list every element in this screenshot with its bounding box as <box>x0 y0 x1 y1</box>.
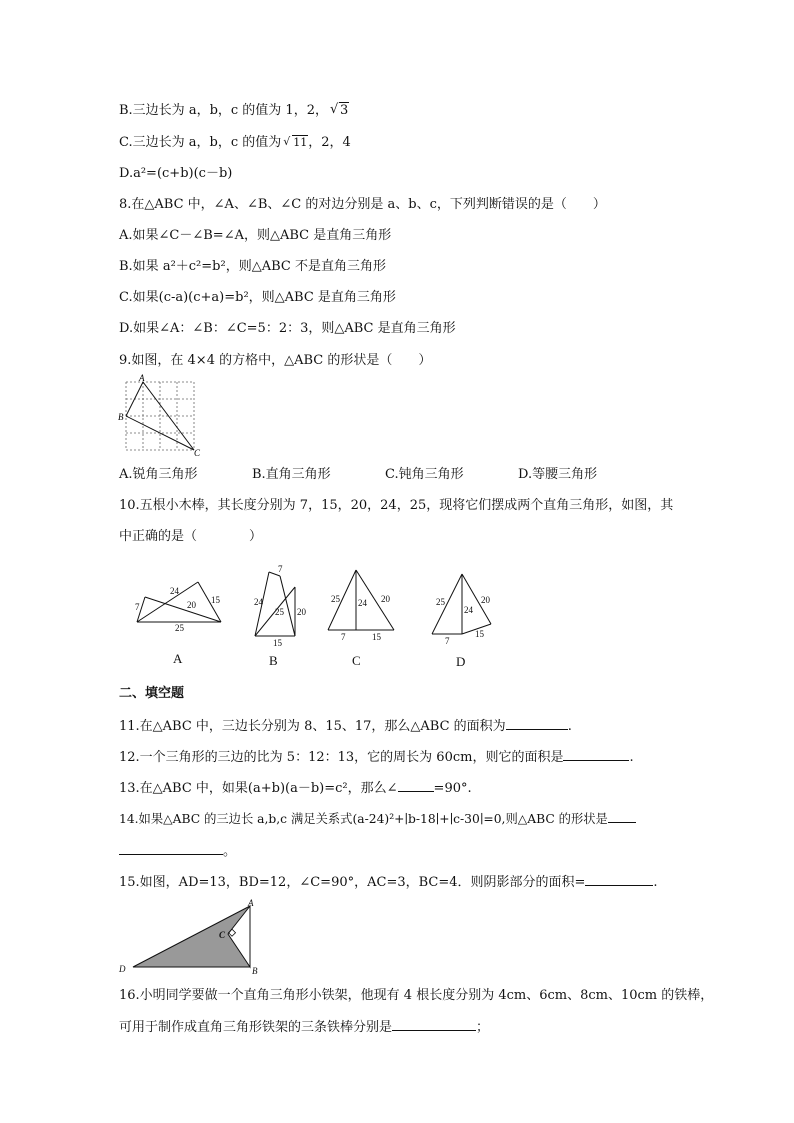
sqrt-symbol <box>330 103 349 119</box>
q9-label-a: A <box>139 374 145 383</box>
q10b-label-7: 7 <box>278 564 283 574</box>
sqrt-symbol <box>283 135 308 151</box>
q14-answer-blank-2[interactable] <box>119 842 223 855</box>
q10d-label-7: 7 <box>445 636 450 646</box>
q10b-label-25: 25 <box>275 607 284 617</box>
q14-answer-blank-1[interactable] <box>608 810 636 823</box>
q9-option-d: D.等腰三角形 <box>518 467 598 482</box>
q15-end: . <box>653 875 658 890</box>
q14 <box>119 810 636 827</box>
q15-label-c: C <box>219 930 226 940</box>
q8-option-d: D.如果∠A：∠B：∠C=5：2：3，则△ABC 是直角三角形 <box>119 321 456 336</box>
q13-answer-blank[interactable] <box>398 779 434 792</box>
q16-line1: 16.小明同学要做一个直角三角形小铁架，他现有 4 根长度分别为 4cm、6cm、8cm、10cm 的铁棒， <box>119 988 714 1003</box>
q13-text: 13.在△ABC 中，如果(a+b)(a－b)=c²，那么∠ <box>119 781 398 796</box>
q8-stem: 8.在△ABC 中，∠A、∠B、∠C 的对边分别是 a、b、c，下列判断错误的是（ ） <box>119 197 606 212</box>
q12 <box>119 748 634 766</box>
q9-option-c: C.钝角三角形 <box>385 467 464 482</box>
q10a-label-25: 25 <box>175 623 184 633</box>
q15-label-a: A <box>248 898 254 908</box>
q10d-label-24: 24 <box>464 605 473 615</box>
section-heading: 二、填空题 <box>119 686 185 701</box>
q16-text: 可用于制作成直角三角形铁架的三条铁棒分别是 <box>119 1020 393 1035</box>
q9-option-a: A.锐角三角形 <box>119 467 198 482</box>
q10-stem-line2: 中正确的是（ ） <box>119 529 263 544</box>
q10b-label-24: 24 <box>254 597 263 607</box>
q10-figures <box>125 560 505 672</box>
q10c-label-7: 7 <box>341 632 346 642</box>
q10d-label-15: 15 <box>475 629 484 639</box>
q10b-label-15: 15 <box>273 638 282 648</box>
q10c-label-15: 15 <box>372 632 381 642</box>
q10a-label-15: 15 <box>211 595 220 605</box>
q11-answer-blank[interactable] <box>506 717 568 730</box>
q11-text: 11.在△ABC 中，三边长分别为 8、15、17，那么△ABC 的面积为 <box>119 719 506 734</box>
q10a-label-24: 24 <box>170 586 179 596</box>
q16-line2 <box>119 1018 489 1036</box>
q7-option-b-radicand: 3 <box>339 103 349 118</box>
q9-grid-figure <box>116 374 208 456</box>
q11 <box>119 717 572 735</box>
q10-caption-a: A <box>173 651 183 666</box>
q10d-label-20: 20 <box>481 595 490 605</box>
q16-end: ； <box>476 1020 490 1035</box>
q10a-label-20: 20 <box>187 600 196 610</box>
q11-end: . <box>567 719 572 734</box>
q9-stem: 9.如图，在 4×4 的方格中，△ABC 的形状是（ ） <box>119 353 432 368</box>
q14-line2 <box>119 842 236 860</box>
q10b-label-20: 20 <box>297 607 306 617</box>
q10d-label-25: 25 <box>436 597 445 607</box>
q8-option-b: B.如果 a²＋c²=b²，则△ABC 不是直角三角形 <box>119 259 386 274</box>
q12-end: . <box>629 750 634 765</box>
q15-label-b: B <box>252 966 258 976</box>
triangle-side-ab <box>126 382 143 416</box>
q9-label-c: C <box>194 448 201 456</box>
q7-option-c <box>119 135 351 151</box>
q14-end: 。 <box>223 844 237 859</box>
q7-option-c-radicand: 11 <box>293 136 308 149</box>
q8-option-c: C.如果(c-a)(c+a)=b²，则△ABC 是直角三角形 <box>119 290 396 305</box>
q10-caption-b: B <box>269 653 278 668</box>
q7-option-c-text: C.三边长为 a，b，c 的值为 <box>119 135 282 150</box>
q9-label-b: B <box>118 412 124 422</box>
q12-answer-blank[interactable] <box>563 748 629 761</box>
q7-option-b-text: B.三边长为 a，b，c 的值为 1，2， <box>119 103 328 118</box>
q9-option-b: B.直角三角形 <box>252 467 331 482</box>
q13 <box>119 779 472 797</box>
q15 <box>119 873 658 891</box>
q7-option-d: D.a²=(c+b)(c－b) <box>119 166 233 181</box>
q15-figure <box>115 898 275 978</box>
q7-option-c-suffix: ，2，4 <box>308 135 351 150</box>
q10-stem-line1: 10.五根小木棒，其长度分别为 7，15，20，24，25，现将它们摆成两个直角三角形，如图，其 <box>119 498 674 513</box>
q16-answer-blank[interactable] <box>392 1018 476 1031</box>
q10-caption-d: D <box>456 654 466 669</box>
q12-text: 12.一个三角形的三边的比为 5：12：13，它的周长为 60cm，则它的面积是 <box>119 750 564 765</box>
q15-text: 15.如图，AD=13，BD=12，∠C=90°，AC=3，BC=4．则阴影部分的面积= <box>119 875 586 890</box>
q10-figure-a <box>137 582 221 622</box>
q10c-label-24: 24 <box>358 598 367 608</box>
q13-end: =90°. <box>433 781 472 796</box>
q10c-label-20: 20 <box>381 594 390 604</box>
q15-label-d: D <box>119 964 126 974</box>
q10a-label-7: 7 <box>135 602 140 612</box>
q10c-label-25: 25 <box>331 594 340 604</box>
q15-answer-blank[interactable] <box>585 873 653 886</box>
q7-option-b <box>119 103 349 119</box>
q10-caption-c: C <box>352 653 361 668</box>
q14-text: 14.如果△ABC 的三边长 a,b,c 满足关系式(a-24)²+∣b-18∣+∣c-30∣=0,则△ABC 的形状是 <box>119 812 608 826</box>
q8-option-a: A.如果∠C－∠B=∠A，则△ABC 是直角三角形 <box>119 228 392 243</box>
